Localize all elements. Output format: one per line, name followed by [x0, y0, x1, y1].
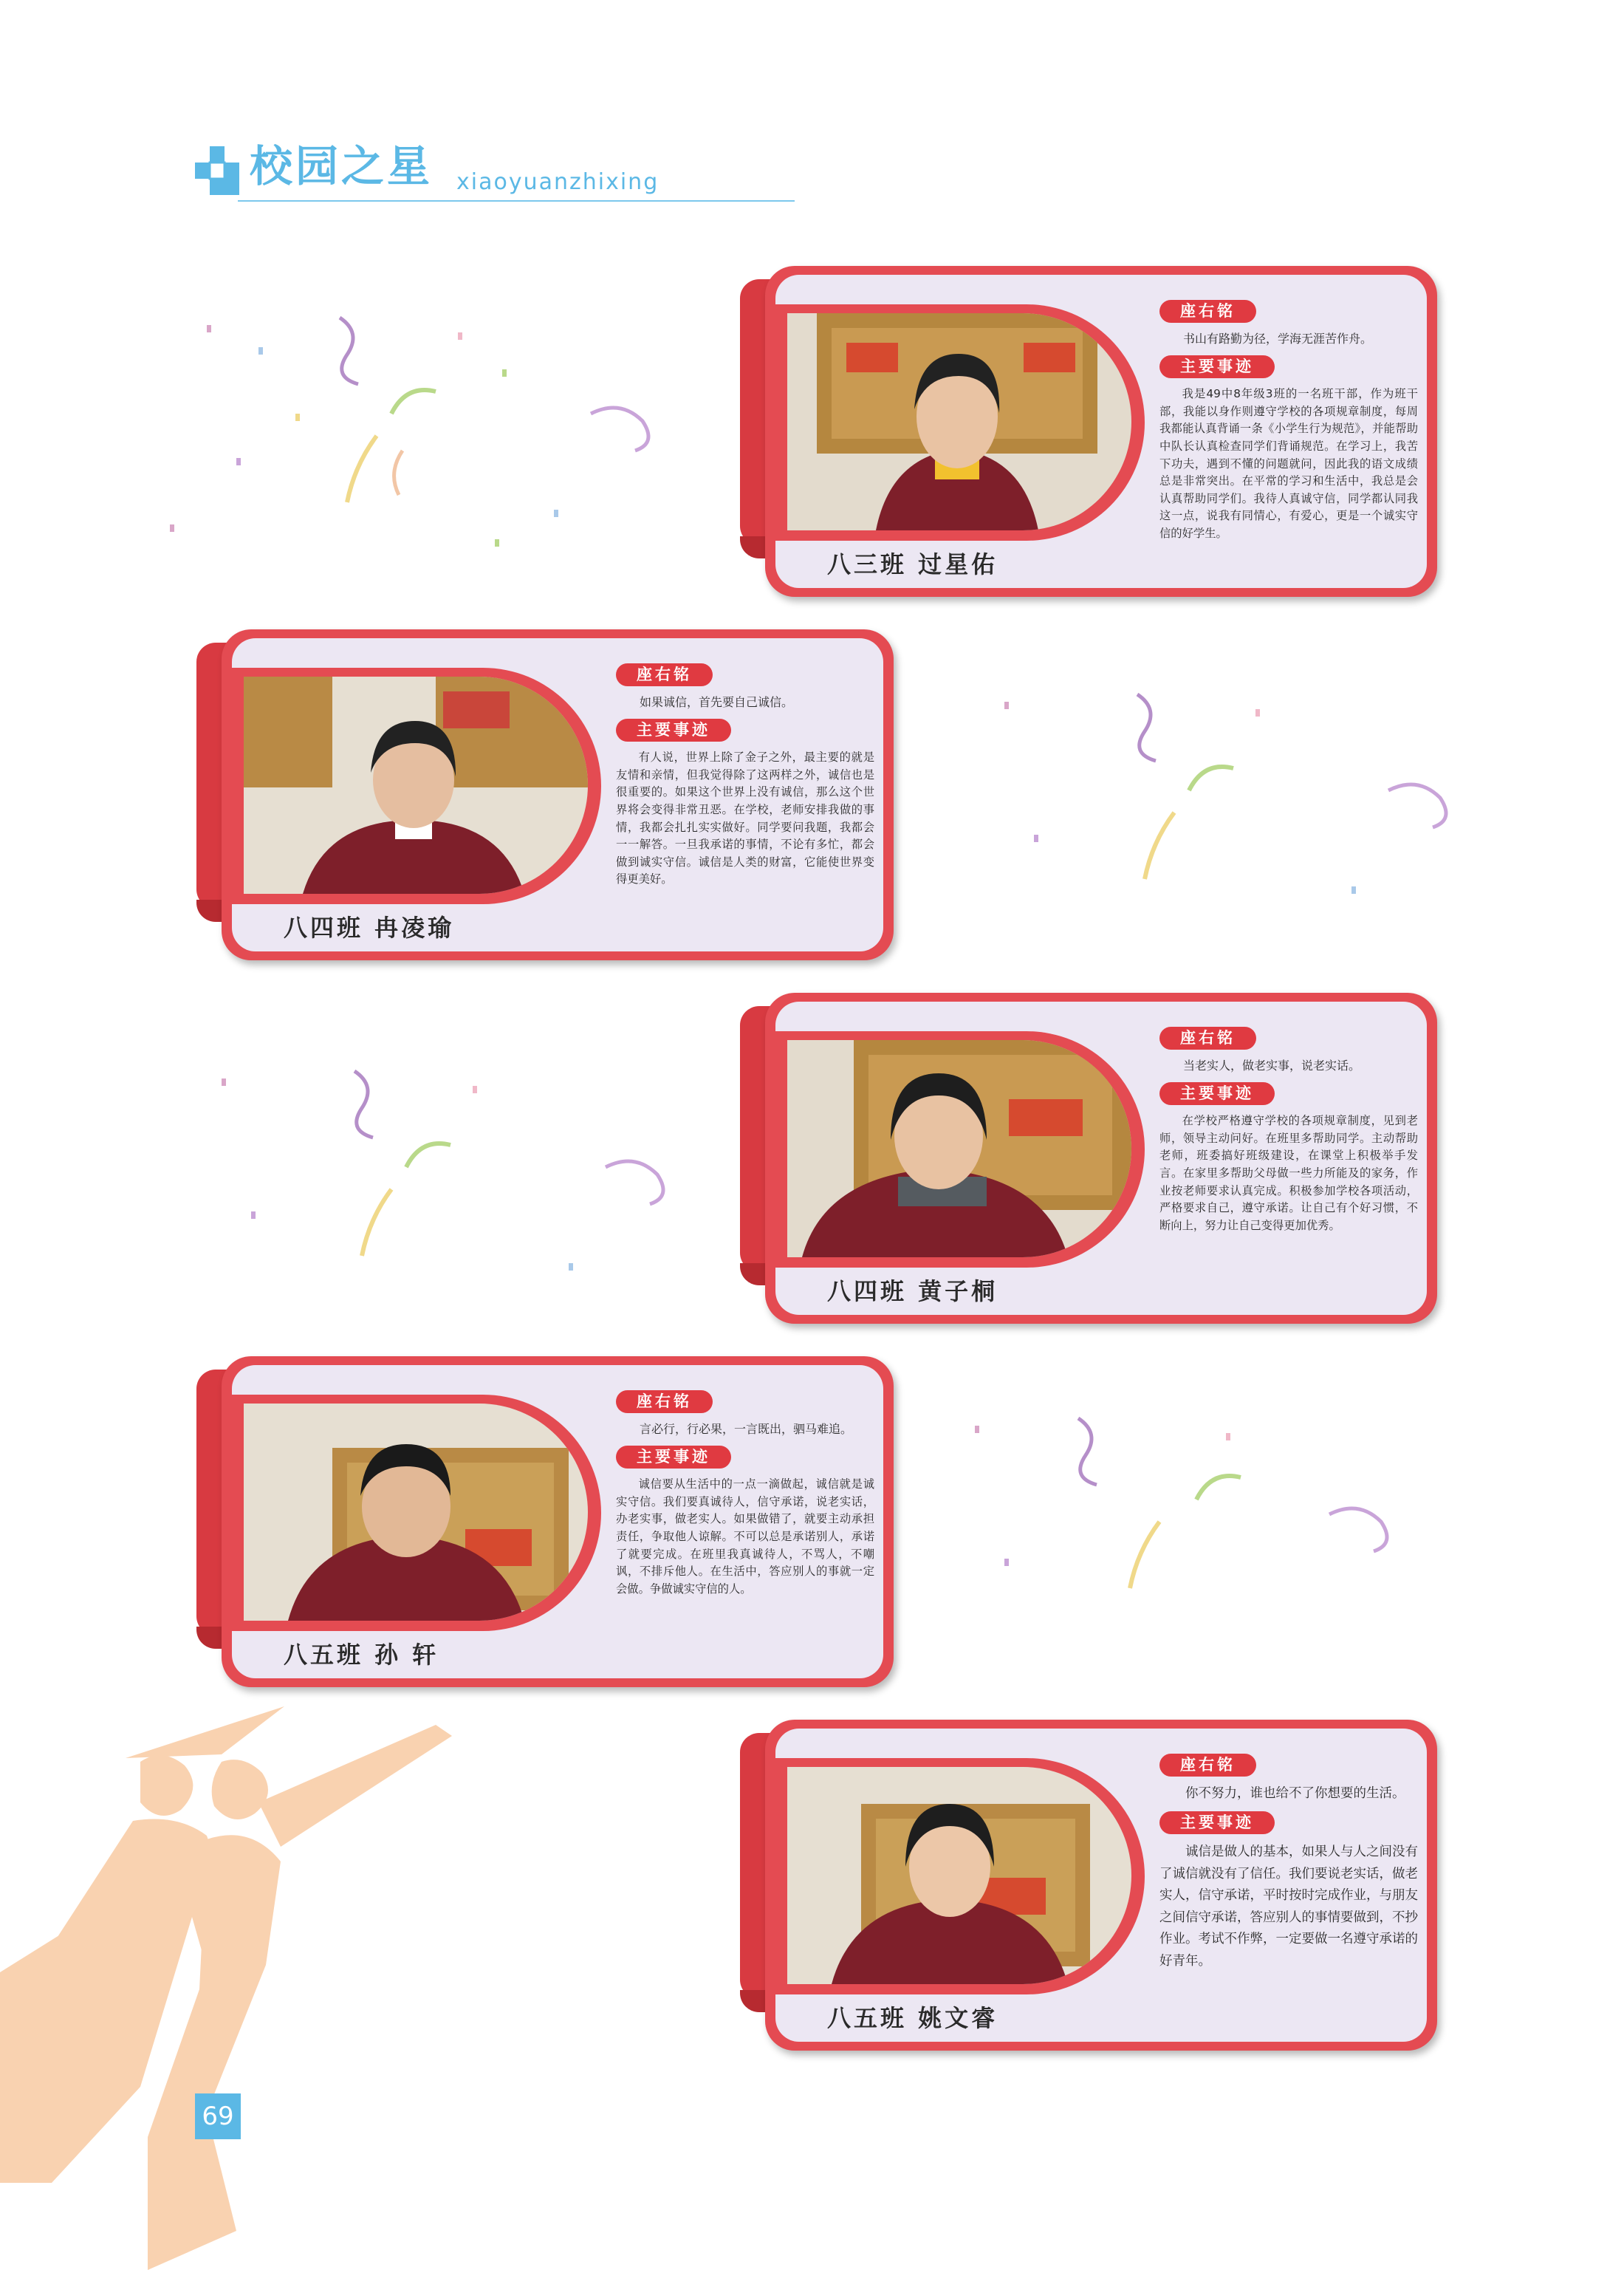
motto-label: 座右铭 [616, 1390, 713, 1413]
student-name: 八五班 孙 轩 [284, 1641, 439, 1669]
student-photo [787, 313, 1131, 530]
student-name: 八四班 冉凌瑜 [284, 914, 455, 942]
motto-text: 言必行，行必果，一言既出，驷马难追。 [640, 1422, 853, 1437]
section-title: 校园之星 [250, 141, 434, 191]
text-column [616, 1390, 874, 1598]
student-card [765, 993, 1437, 1324]
student-name: 八三班 过星佑 [827, 550, 998, 578]
card-frame [765, 1720, 1437, 2051]
deeds-label: 主要事迹 [1159, 355, 1275, 378]
deeds-text: 诚信要从生活中的一点一滴做起，诚信就是诚实守信。我们要真诚待人，信守承诺，说老实话，办老实事，做老实人。如果做错了，就要主动承担责任，争取他人谅解。不可以总是承诺别人，承诺了就要完成。在班里我真诚待人，不骂人，不嘲讽，不排斥他人。在生活中，答应别人的事就一定会做。争做诚实守信的人。 [616, 1477, 874, 1596]
student-card [765, 1720, 1437, 2051]
deeds-text: 诚信是做人的基本，如果人与人之间没有了诚信就没有了信任。我们要说老实话，做老实人，信守承诺，平时按时完成作业，与朋友之间信守承诺，答应别人的事情要做到，不抄作业。考试不作弊，一定要做一名遵守承诺的好青年。 [1159, 1845, 1418, 1969]
card-inner [232, 638, 883, 951]
deeds-label: 主要事迹 [616, 719, 731, 742]
confetti-decoration [162, 1056, 694, 1322]
student-photo [244, 1404, 588, 1621]
student-card [765, 266, 1437, 597]
student-name: 八四班 黄子桐 [827, 1277, 998, 1305]
deeds-label: 主要事迹 [1159, 1082, 1275, 1105]
motto-label: 座右铭 [1159, 1027, 1256, 1050]
student-photo [787, 1767, 1131, 1984]
plus-logo-icon [195, 146, 239, 201]
confetti-decoration [916, 1404, 1447, 1669]
photo-panel [775, 304, 1145, 541]
card-frame [222, 629, 894, 960]
student-card [222, 1356, 894, 1687]
deeds-text: 有人说，世界上除了金子之外，最主要的就是友情和亲情，但我觉得除了这两样之外，诚信也是很重要的。如果这个世界上没有诚信，那么这个世界将会变得非常丑恶。在学校，老师安排我做的事情，我都会扎扎实实做好。同学要问我题，我都会一一解答。一旦我承诺的事情，不论有多忙，都会做到诚实守信。诚信是人类的财富，它能使世界变得更美好。 [616, 751, 874, 886]
student-card [222, 629, 894, 960]
card-inner [232, 1365, 883, 1678]
motto-label: 座右铭 [1159, 1754, 1256, 1777]
deeds-label: 主要事迹 [616, 1446, 731, 1469]
photo-panel [232, 668, 601, 904]
photo-panel [775, 1758, 1145, 1994]
card-inner [775, 1729, 1427, 2042]
motto-label: 座右铭 [1159, 300, 1256, 323]
text-column [616, 663, 874, 889]
deeds-text: 我是49中8年级3班的一名班干部，作为班干部，我能以身作则遵守学校的各项规章制度，每周我都能认真背诵一条《小学生行为规范》，并能帮助中队长认真检查同学们背诵规范。在学习上，我苦下功夫，遇到不懂的问题就问，因此我的语文成绩总是非常突出。在平常的学习和生活中，我总是会认真帮助同学们。我待人真诚守信，同学都认同我这一点，说我有同情心，有爱心，更是一个诚实守信的好学生。 [1159, 387, 1418, 540]
motto-text: 如果诚信，首先要自己诚信。 [640, 695, 794, 710]
motto-text: 当老实人，做老实事，说老实话。 [1183, 1059, 1361, 1073]
section-pinyin: xiaoyuanzhixing [456, 169, 659, 195]
card-frame [765, 266, 1437, 597]
text-column [1159, 1754, 1418, 1972]
motto-label: 座右铭 [616, 663, 713, 686]
student-photo [244, 677, 588, 894]
text-column [1159, 1027, 1418, 1234]
student-photo [787, 1040, 1131, 1257]
student-name: 八五班 姚文睿 [827, 2004, 998, 2032]
card-inner [775, 275, 1427, 588]
motto-text: 你不努力，谁也给不了你想要的生活。 [1185, 1786, 1405, 1802]
header-underline [238, 200, 795, 202]
text-column [1159, 300, 1418, 543]
page-number: 69 [195, 2093, 241, 2139]
graduates-silhouette-icon [0, 1692, 473, 2270]
card-frame [222, 1356, 894, 1687]
confetti-decoration [945, 680, 1477, 946]
motto-text: 书山有路勤为径，学海无涯苦作舟。 [1183, 332, 1373, 346]
card-inner [775, 1002, 1427, 1315]
deeds-text: 在学校严格遵守学校的各项规章制度，见到老师，领导主动问好。在班里多帮助同学。主动帮助老师，班委搞好班级建设，在课堂上积极举手发言。在家里多帮助父母做一些力所能及的家务，作业按老师要求认真完成。积极参加学校各项活动，严格要求自己，遵守承诺。让自己有个好习惯，不断向上，努力让自己变得更加优秀。 [1159, 1114, 1418, 1232]
deeds-label: 主要事迹 [1159, 1811, 1275, 1834]
photo-panel [775, 1031, 1145, 1268]
card-frame [765, 993, 1437, 1324]
photo-panel [232, 1395, 601, 1631]
confetti-decoration [148, 303, 679, 569]
